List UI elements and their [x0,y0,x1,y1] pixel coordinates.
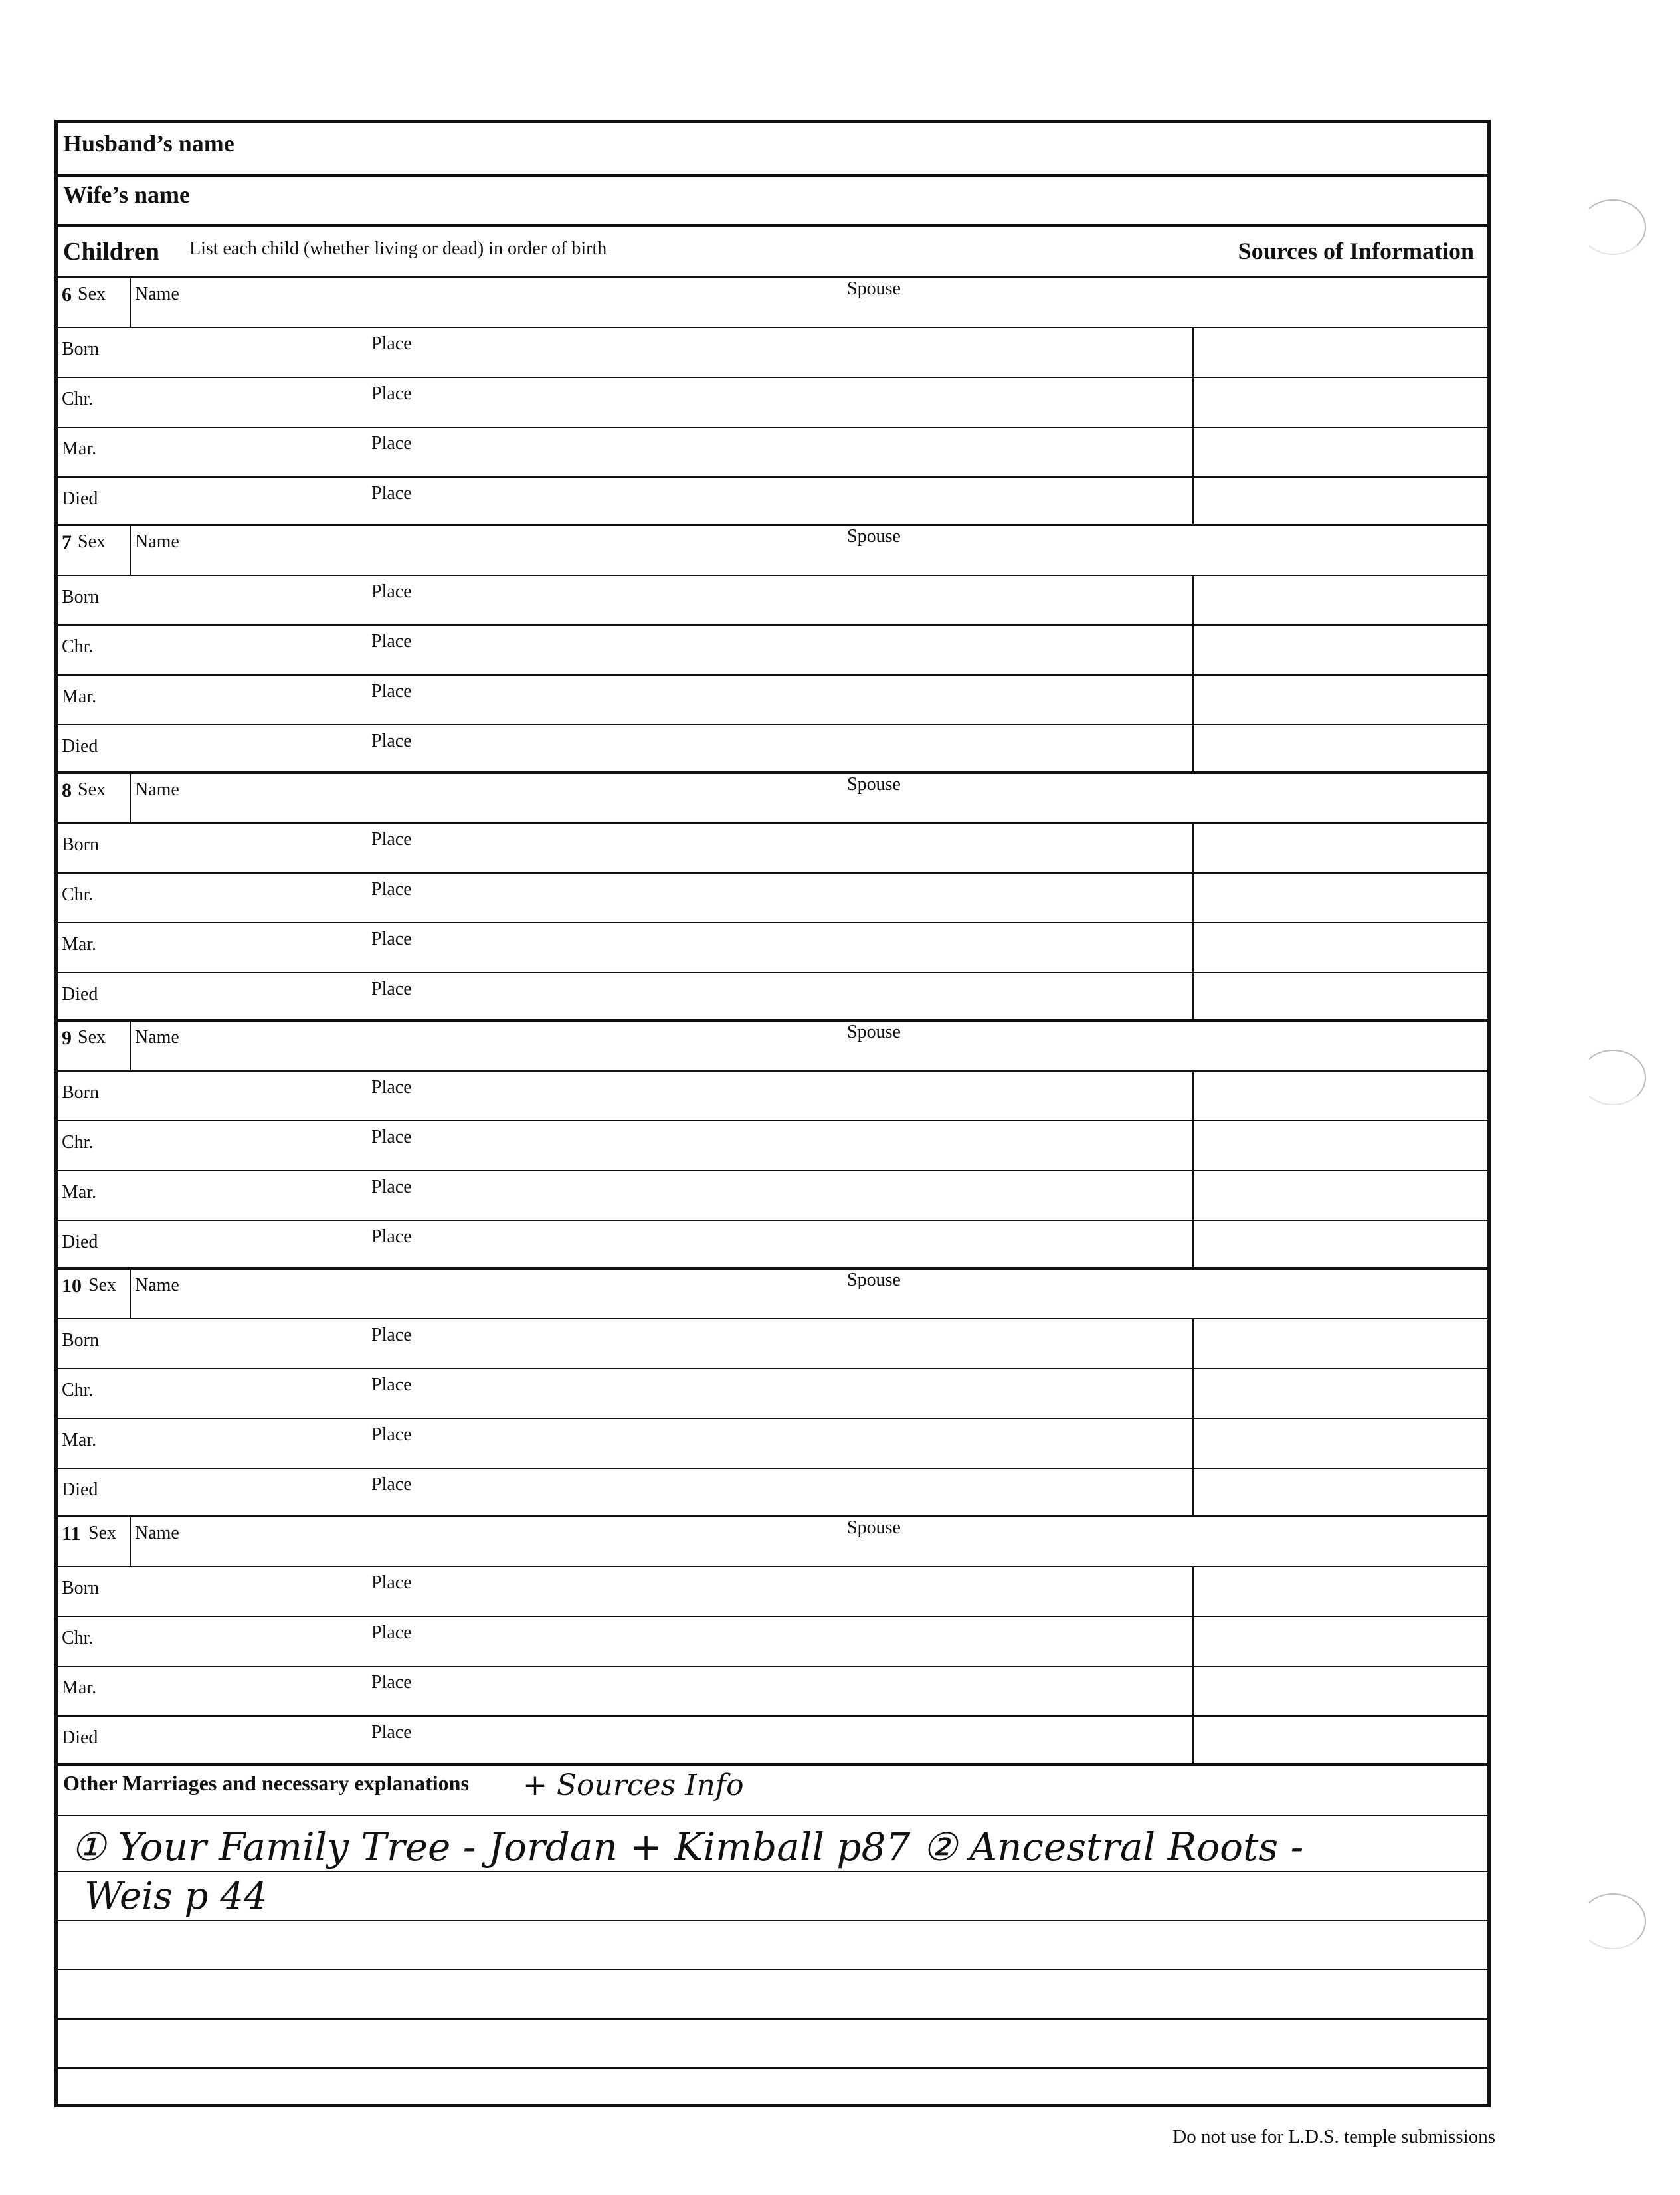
child-name-row[interactable] [58,1517,1487,1567]
child-name-row[interactable] [58,774,1487,824]
sex-label: Sex [78,284,106,304]
name-label: Name [135,1275,179,1295]
child-record [58,524,1487,774]
spouse-label: Spouse [847,1517,901,1538]
child-sex-cell[interactable] [58,1517,131,1566]
child-number: 9 [62,1027,72,1049]
notes-line [58,1815,1487,1816]
name-label: Name [135,779,179,800]
place-label: Place [371,879,412,900]
mar-label: Mar. [62,686,97,707]
place-label: Place [371,581,412,602]
husband-label: Husband’s name [63,130,234,157]
child-number: 6 [62,284,72,306]
place-label: Place [371,681,412,702]
mar-label: Mar. [62,1430,97,1450]
child-sex-cell[interactable] [58,278,131,327]
child-sex-cell[interactable] [58,1022,131,1070]
child-number: 7 [62,531,72,553]
footer-note: Do not use for L.D.S. temple submissions [1172,2126,1495,2147]
sources-cell[interactable] [1192,1566,1487,1765]
sources-cell[interactable] [1192,327,1487,526]
name-label: Name [135,1523,179,1543]
child-name-row[interactable] [58,278,1487,328]
place-label: Place [371,731,412,751]
mar-label: Mar. [62,1182,97,1202]
born-label: Born [62,1082,99,1103]
child-name-row[interactable] [58,526,1487,576]
place-label: Place [371,1672,412,1693]
place-label: Place [371,979,412,999]
spouse-label: Spouse [847,1022,901,1042]
punch-hole-bottom [1580,1893,1646,1949]
place-label: Place [371,1226,412,1247]
sources-cell[interactable] [1192,822,1487,1022]
punch-hole-top [1580,199,1646,255]
born-label: Born [62,1330,99,1351]
died-label: Died [62,1232,98,1252]
died-label: Died [62,488,98,509]
place-label: Place [371,334,412,354]
wife-row[interactable] [58,174,1487,227]
child-number: 11 [62,1523,81,1545]
spouse-label: Spouse [847,774,901,795]
chr-label: Chr. [62,636,94,657]
mar-label: Mar. [62,438,97,459]
name-label: Name [135,531,179,552]
place-label: Place [371,829,412,850]
mar-label: Mar. [62,1677,97,1698]
chr-label: Chr. [62,1132,94,1153]
place-label: Place [371,383,412,404]
place-label: Place [371,1077,412,1098]
child-record [58,771,1487,1022]
notes-line [58,1871,1487,1872]
spouse-label: Spouse [847,1270,901,1290]
born-label: Born [62,834,99,855]
children-label: Children [63,238,160,266]
other-marriages-section[interactable] [58,1763,1487,2104]
mar-label: Mar. [62,934,97,955]
child-number: 8 [62,779,72,801]
place-label: Place [371,929,412,949]
punch-hole-middle [1580,1050,1646,1105]
place-label: Place [371,1474,412,1495]
sex-label: Sex [78,779,106,800]
name-label: Name [135,1027,179,1048]
chr-label: Chr. [62,1628,94,1648]
other-marriages-label: Other Marriages and necessary explanations [63,1771,469,1795]
sex-label: Sex [88,1523,116,1543]
place-label: Place [371,433,412,454]
notes-line [58,1920,1487,1921]
sources-label: Sources of Information [1238,238,1474,264]
chr-label: Chr. [62,1380,94,1400]
child-sex-cell[interactable] [58,1270,131,1318]
child-sex-cell[interactable] [58,526,131,575]
spouse-label: Spouse [847,526,901,547]
place-label: Place [371,1722,412,1743]
born-label: Born [62,1578,99,1598]
place-label: Place [371,1424,412,1445]
sources-cell[interactable] [1192,575,1487,774]
died-label: Died [62,1479,98,1500]
wife-label: Wife’s name [63,181,190,208]
children-instruction: List each child (whether living or dead) in order of birth [189,239,607,259]
died-label: Died [62,984,98,1004]
child-number: 10 [62,1275,82,1297]
chr-label: Chr. [62,389,94,409]
chr-label: Chr. [62,884,94,905]
notes-line [58,1969,1487,1970]
notes-line [58,2018,1487,2020]
place-label: Place [371,483,412,504]
children-header [58,224,1487,276]
died-label: Died [62,736,98,757]
handwritten-note-line-1: ① Your Family Tree - Jordan + Kimball p87 ② Ancestral Roots - [71,1824,1304,1869]
place-label: Place [371,1325,412,1345]
child-record [58,276,1487,526]
sources-cell[interactable] [1192,1070,1487,1270]
place-label: Place [371,631,412,652]
notes-line [58,2067,1487,2069]
child-record [58,1267,1487,1517]
name-label: Name [135,284,179,304]
husband-row[interactable] [58,123,1487,177]
sex-label: Sex [88,1275,116,1295]
child-name-row[interactable] [58,1270,1487,1319]
child-record [58,1515,1487,1765]
place-label: Place [371,1622,412,1643]
family-group-form [54,120,1491,2107]
other-marriages-handwriting: + Sources Info [523,1768,744,1802]
child-record [58,1019,1487,1270]
sex-label: Sex [78,1027,106,1048]
child-name-row[interactable] [58,1022,1487,1072]
sources-cell[interactable] [1192,1318,1487,1517]
place-label: Place [371,1127,412,1147]
handwritten-note-line-2: Weis p 44 [84,1875,268,1918]
died-label: Died [62,1727,98,1748]
place-label: Place [371,1573,412,1593]
sex-label: Sex [78,531,106,552]
child-sex-cell[interactable] [58,774,131,822]
born-label: Born [62,339,99,359]
spouse-label: Spouse [847,278,901,299]
born-label: Born [62,587,99,607]
place-label: Place [371,1375,412,1395]
place-label: Place [371,1177,412,1197]
